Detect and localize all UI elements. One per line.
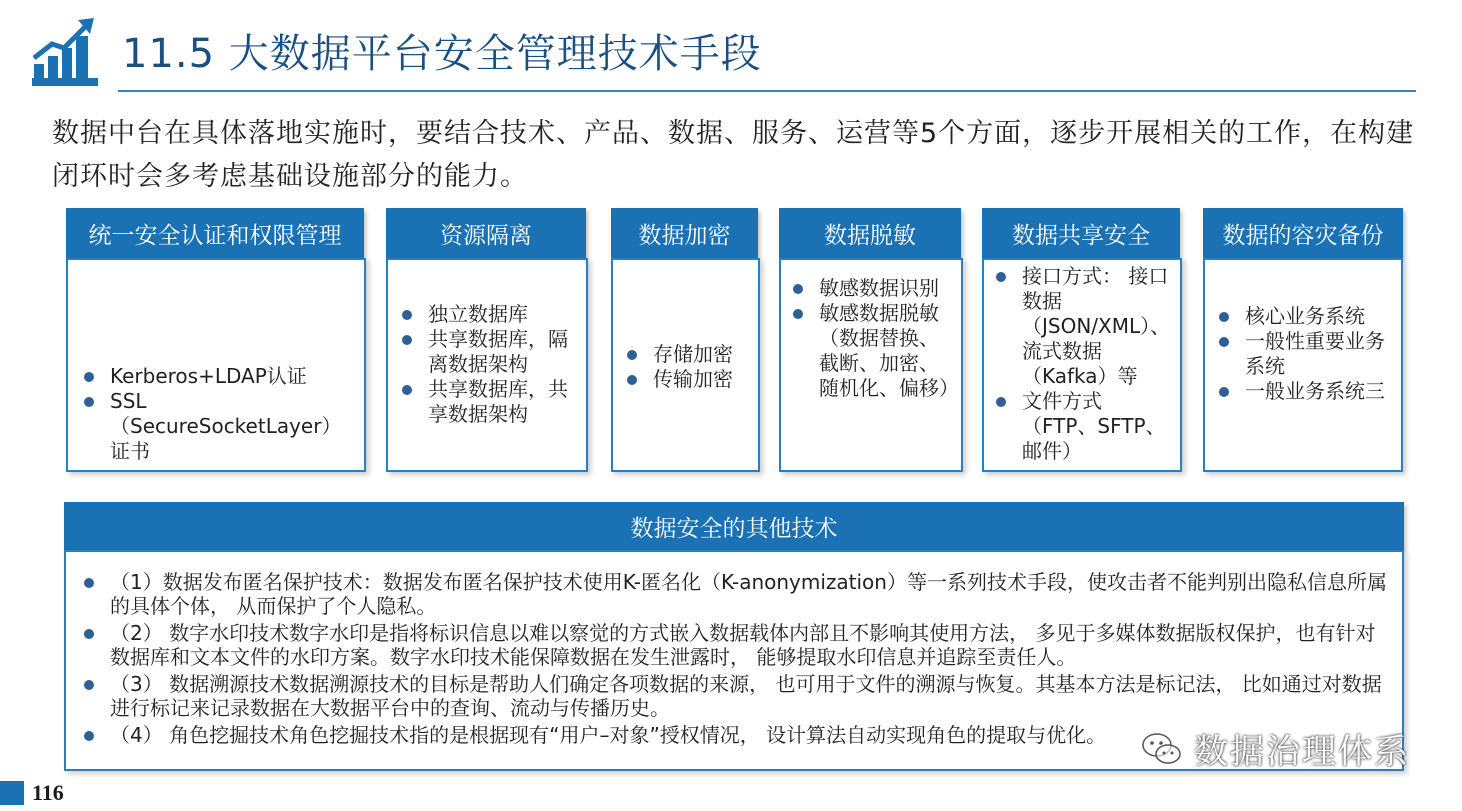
card-title: 数据脱敏 <box>779 208 961 258</box>
title-divider <box>118 90 1416 92</box>
card-title: 资源隔离 <box>386 208 586 258</box>
page-number-marker <box>0 781 24 805</box>
card-title: 数据加密 <box>611 208 758 258</box>
card-body <box>779 258 963 472</box>
list-item: （2） 数字水印技术数字水印是指将标识信息以难以察觉的方式嵌入数据载体内部且不影响其使用方法， 多见于多媒体数据版权保护，也有针对数据库和文本文件的水印方案。数字水印技术能保障数据在发生泄露时， 能够提取水印信息并追踪至责任人。 <box>76 621 1392 669</box>
page-title: 11.5 大数据平台安全管理技术手段 <box>122 31 762 77</box>
page-number: 116 <box>32 780 64 805</box>
list-item: 共享数据库，共享数据架构 <box>394 377 580 427</box>
card-title: 数据的容灾备份 <box>1203 208 1403 258</box>
card-body <box>611 258 760 472</box>
list-item: 传输加密 <box>619 367 754 392</box>
list-item: Kerberos+LDAP认证 <box>76 364 358 389</box>
list-item: 存储加密 <box>619 342 754 367</box>
bar-chart-growth-icon <box>30 14 100 90</box>
list-item: 敏感数据识别 <box>785 276 955 301</box>
card-body <box>66 258 366 472</box>
list-item: 独立数据库 <box>394 302 580 327</box>
list-item: 敏感数据脱敏（数据替换、截断、加密、随机化、偏移） <box>785 301 955 401</box>
list-item: 接口方式： 接口数据（JSON/XML）、流式数据（Kafka）等 <box>988 264 1174 389</box>
list-item: （4） 角色挖掘技术角色挖掘技术指的是根据现有“用户–对象”授权情况， 设计算法自动实现角色的提取与优化。 <box>76 723 1392 747</box>
watermark <box>1140 724 1410 773</box>
list-item: 核心业务系统 <box>1211 304 1395 329</box>
list-item: SSL（SecureSocketLayer）证书 <box>76 389 358 464</box>
list-item: 一般性重要业务系统 <box>1211 329 1395 379</box>
list-item: （3） 数据溯源技术数据溯源技术的目标是帮助人们确定各项数据的来源， 也可用于文件的溯源与恢复。其基本方法是标记法， 比如通过对数据进行标记来记录数据在大数据平台中的查询、流动与传播历史。 <box>76 672 1392 720</box>
intro-paragraph: 数据中台在具体落地实施时，要结合技术、产品、数据、服务、运营等5个方面，逐步开展相关的工作，在构建闭环时会多考虑基础设施部分的能力。 <box>52 118 1415 192</box>
list-item: 共享数据库，隔离数据架构 <box>394 327 580 377</box>
other-techniques-title: 数据安全的其他技术 <box>64 502 1404 550</box>
card-body <box>1203 258 1403 472</box>
list-item: 文件方式（FTP、SFTP、邮件） <box>988 389 1174 464</box>
card-body <box>982 258 1182 472</box>
wechat-icon <box>1140 727 1184 771</box>
card-body <box>386 258 588 472</box>
list-item: 一般业务系统三 <box>1211 379 1395 404</box>
watermark-text: 数据治理体系 <box>1194 732 1410 772</box>
card-title: 数据共享安全 <box>982 208 1180 258</box>
card-title: 统一安全认证和权限管理 <box>66 208 364 258</box>
list-item: （1）数据发布匿名保护技术：数据发布匿名保护技术使用K-匿名化（K-anonymization）等一系列技术手段，使攻击者不能判别出隐私信息所属的具体个体， 从而保护了个人隐私。 <box>76 570 1392 618</box>
